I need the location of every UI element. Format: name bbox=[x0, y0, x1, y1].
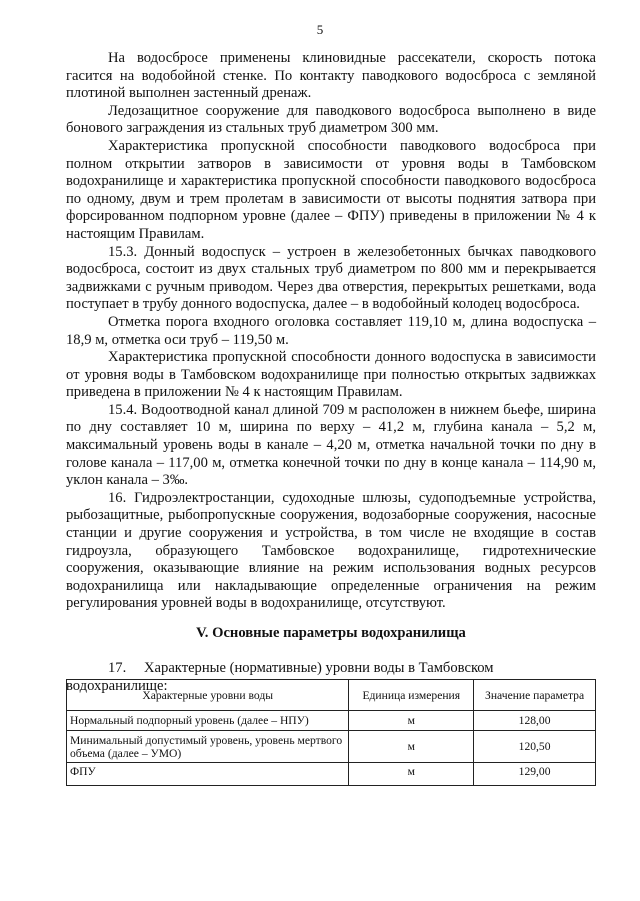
body-text bbox=[66, 50, 596, 613]
paragraph: Ледозащитное сооружение для паводкового водосброса выполнено в виде бонового заграждения из стальных труб диаметром 300 мм. bbox=[66, 102, 596, 137]
level-value: 128,00 bbox=[474, 711, 596, 731]
table-row bbox=[67, 763, 596, 786]
table-row bbox=[67, 711, 596, 731]
level-unit: м bbox=[349, 711, 474, 731]
paragraph: Отметка порога входного оголовка составляет 119,10 м, длина водоспуска – 18,9 м, отметка оси труб – 119,50 м. bbox=[66, 313, 596, 348]
header-levels: Характерные уровни воды bbox=[67, 680, 349, 711]
level-unit: м bbox=[349, 731, 474, 763]
level-name: Нормальный подпорный уровень (далее – НПУ) bbox=[67, 711, 349, 731]
page-number: 5 bbox=[316, 22, 324, 37]
table-header-row bbox=[67, 680, 596, 711]
header-value: Значение параметра bbox=[474, 680, 596, 711]
table-row bbox=[67, 731, 596, 763]
header-unit: Единица измерения bbox=[349, 680, 474, 711]
paragraph: 15.3. Донный водоспуск – устроен в железобетонных бычках паводкового водосброса, состоит из двух стальных труб диаметром по 800 мм и перекрывается задвижками с ручным приводом. Через два отверстия, перекрытых решетками, вода поступает в трубу донного водоспуска, далее – в водобойный колодец водосброса. bbox=[66, 243, 596, 313]
level-value: 120,50 bbox=[474, 731, 596, 763]
paragraph: 15.4. Водоотводной канал длиной 709 м расположен в нижнем бьефе, ширина по дну составляет 10 м, ширина по верху – 41,2 м, глубина канала – 5,2 м, максимальный уровень воды в канале – 4,20 м, отметка начальной точки по дну в голове канала – 117,00 м, отметка конечной точки по дну в конце канала – 114,90 м, уклон канала – 3‰. bbox=[66, 401, 596, 489]
level-name: ФПУ bbox=[67, 763, 349, 786]
paragraph: Характеристика пропускной способности донного водоспуска в зависимости от уровня воды в Тамбовском водохранилище при полностью открытых задвижках приведена в приложении № 4 к настоящим Правилам. bbox=[66, 349, 596, 401]
section-title: V. Основные параметры водохранилища bbox=[196, 625, 466, 641]
item-17-number: 17. bbox=[108, 660, 127, 676]
paragraph: На водосбросе применены клиновидные рассекатели, скорость потока гасится на водобойной стенке. По контакту паводкового водосброса с земляной плотиной выполнен застенный дренаж. bbox=[66, 50, 596, 102]
level-value: 129,00 bbox=[474, 763, 596, 786]
paragraph: Характеристика пропускной способности паводкового водосброса при полном открытии затворов в зависимости от уровня воды в Тамбовском водохранилище и характеристика пропускной способности паводкового водосброса по одному, двум и трем пролетам в зависимости от высоты поднятия затвора при форсированном подпорном уровне (далее – ФПУ) приведены в приложении № 4 к настоящим Правилам. bbox=[66, 137, 596, 242]
item-17-text: Характерные (нормативные) уровни воды в Тамбовском водохранилище: bbox=[66, 660, 494, 694]
level-unit: м bbox=[349, 763, 474, 786]
level-name: Минимальный допустимый уровень, уровень мертвого объема (далее – УМО) bbox=[67, 731, 349, 763]
paragraph: 16. Гидроэлектростанции, судоходные шлюзы, судоподъемные устройства, рыбозащитные, рыбопропускные сооружения, водозаборные сооружения, насосные станции и другие сооружения и устройства, в том числе не входящие в состав гидроузла, образующего Тамбовское водохранилище, гидротехнические сооружения, оказывающие влияние на режим использования водных ресурсов водохранилища или накладывающие определенные ограничения на режим регулирования уровней воды в водохранилище, отсутствуют. bbox=[66, 489, 596, 612]
water-levels-table bbox=[66, 679, 596, 786]
